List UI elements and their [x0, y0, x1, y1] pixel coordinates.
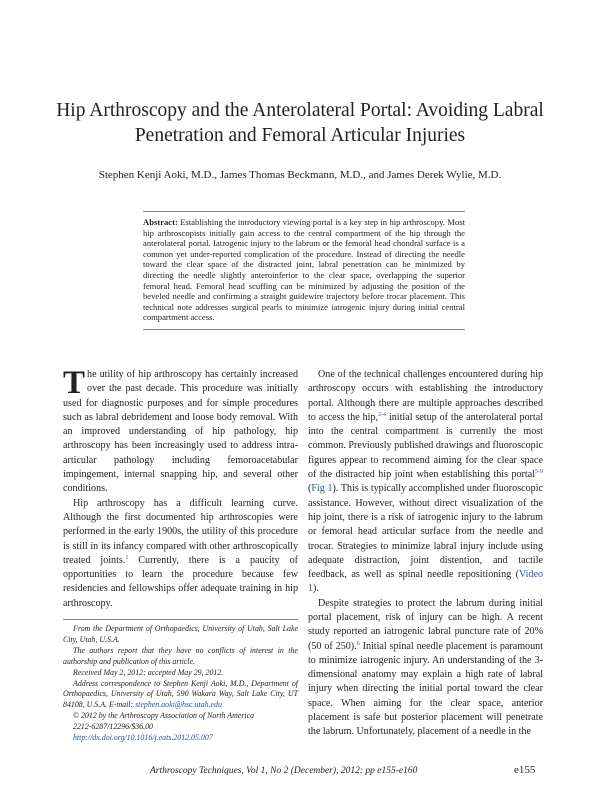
footnotes: [63, 624, 298, 744]
paragraph-text: he utility of hip arthroscopy has certainly increased over the past decade. This procedure was initially used for diagnostic purposes and for simple procedures such as labral debridement and loose body removal. With an improved understanding of hip pathology, hip arthroscopy has been increasingly used to address intra-articular pathology including femoroacetabular impingement, internal snapping hip, and several other conditions.: [63, 368, 298, 495]
paragraph: [63, 364, 298, 497]
correspondence-text: Address correspondence to Stephen Kenji Aoki, M.D., Department of Orthopaedics, University of Utah, 590 Wakara Way, Salt Lake City, UT 84108, U.S.A. E-mail:: [63, 678, 298, 710]
left-body-text: [63, 364, 298, 611]
citation-link[interactable]: 5-9: [535, 469, 543, 476]
citation-link[interactable]: 6: [356, 640, 360, 647]
email-link[interactable]: stephen.aoki@hsc.utah.edu: [135, 700, 222, 710]
citation-link[interactable]: 1: [125, 554, 129, 561]
paragraph-text: Hip arthroscopy has a difficult learning curve. Although the first documented hip arthroscopies were performed in the early 1900s, the utility of this procedure is still in its infancy compared with other arthroscopically treated joints.: [63, 497, 298, 566]
paragraph-text: Currently, there is a paucity of opportunities to learn the procedure because few residencies and fellowships offer adequate training in hip arthroscopy.: [63, 554, 298, 609]
paragraph-text: ).: [313, 583, 319, 595]
paragraph-text: ). This is typically accomplished under fluoroscopic assistance. However, without direct visualization of the hip joint, there is a risk of iatrogenic injury to the labrum or femoral head articular surface from the needle and trocar. Strategies to minimize labral injury include using adequate distraction, joint distention, and tactile feedback, as well as spinal needle repositioning (: [308, 483, 543, 581]
abstract-label: Abstract:: [143, 217, 178, 227]
footnote-copyright: © 2012 by the Arthroscopy Association of North America: [73, 711, 255, 721]
drop-cap: T: [63, 364, 86, 401]
footnote-conflicts: The authors report that they have no conflicts of interest in the authorship and publication of this article.: [63, 645, 298, 666]
paragraph-text: initial setup of the anterolateral portal into the central compartment is currently the most common. Previously published drawings and fluoroscopic figures appear to recommend aiming for the clear space of the distracted hip joint when establishing this portal: [308, 411, 543, 481]
body-column-right: [308, 368, 543, 740]
author-list: Stephen Kenji Aoki, M.D., James Thomas Beckmann, M.D., and James Derek Wylie, M.D.: [98, 169, 502, 181]
body-columns: [63, 364, 543, 744]
footnote-received: Received May 2, 2012; accepted May 29, 2012.: [73, 667, 224, 677]
footnote-divider: [63, 619, 298, 620]
page-footer: [0, 764, 600, 780]
paragraph: [63, 497, 298, 611]
page-number: e155: [514, 763, 536, 776]
article-title: Hip Arthroscopy and the Anterolateral Portal: Avoiding Labral Penetration and Femoral Articular Injuries: [56, 100, 544, 146]
paragraph: One of the technical challenges encountered during hip arthroscopy occurs with establishing the introductory portal. Although there are multiple approaches described to access the hip,$^{2-4}$ initial setup of the anterolateral portal into the central compartment is currently the most common. Previously published drawings and fluoroscopic figures appear to recommend aiming for the clear space of the distracted hip joint when establishing this portal$^{5-9}$ (Fig 1). This is typically accomplished under fluoroscopic assistance. However, without direct visualization of the hip joint, there is a risk of iatrogenic injury to the labrum or femoral head articular surface from the needle and trocar. Strategies to minimize labral injury include using adequate distraction, joint distention, and tactile feedback, as well as spinal needle repositioning (Video 1).: [308, 368, 543, 595]
paragraph: [308, 597, 543, 740]
footnote-affiliation: From the Department of Orthopaedics, University of Utah, Salt Lake City, Utah, U.S.A.: [63, 623, 298, 644]
footnote-issn: 2212-6287/12296/$36.00: [73, 722, 154, 732]
paragraph-text: One of the technical challenges encountered during hip arthroscopy occurs with establishing the introductory portal. Although there are multiple approaches described to access the hip,: [308, 368, 543, 423]
video-link[interactable]: Video 1: [308, 569, 543, 595]
paragraph-text: Despite strategies to protect the labrum during initial portal placement, risk of injury can be high. A recent study reported an iatrogenic labral puncture rate of 20% (50 of 250).: [308, 597, 543, 652]
journal-citation: Arthroscopy Techniques, Vol 1, No 2 (December), 2012: pp e155-e160: [150, 765, 418, 776]
paragraph-text: Initial spinal needle placement is paramount to minimize iatrogenic injury. An understanding of the 3-dimensional anatomy may explain a high rate of labral injury when directing the initial portal toward the clear space. When aiming for the clear space, anterior placement is safe but posterior placement will penetrate the labrum. Unfortunately, placement of a needle in the: [308, 640, 543, 738]
body-column-left: [63, 364, 298, 744]
abstract: [143, 211, 465, 330]
doi-link[interactable]: http://dx.doi.org/10.1016/j.eats.2012.05.007: [73, 733, 213, 743]
footnote-correspondence: [63, 679, 298, 712]
abstract-text: Establishing the introductory viewing portal is a key step in hip arthroscopy. Most hip arthroscopists initially gain access to the central compartment of the hip through the anterolateral portal. Iatrogenic injury to the labrum or the femoral head chondral surface is a common yet under-reported complication of the procedure. Instead of directing the needle toward the clear space of the distracted joint, labral penetration can be minimized by directing the needle slightly anteroinferior to the clear space, overlapping the superior femoral head. Femoral head scuffing can be minimized by adjusting the position of the beveled needle and confirming a straight guidewire trajectory before trocar placement. This technical note addresses surgical pearls to minimize iatrogenic injury during initial central compartment access.: [143, 217, 465, 323]
citation-link[interactable]: 2-4: [378, 411, 387, 418]
figure-link[interactable]: Fig 1: [311, 483, 333, 495]
